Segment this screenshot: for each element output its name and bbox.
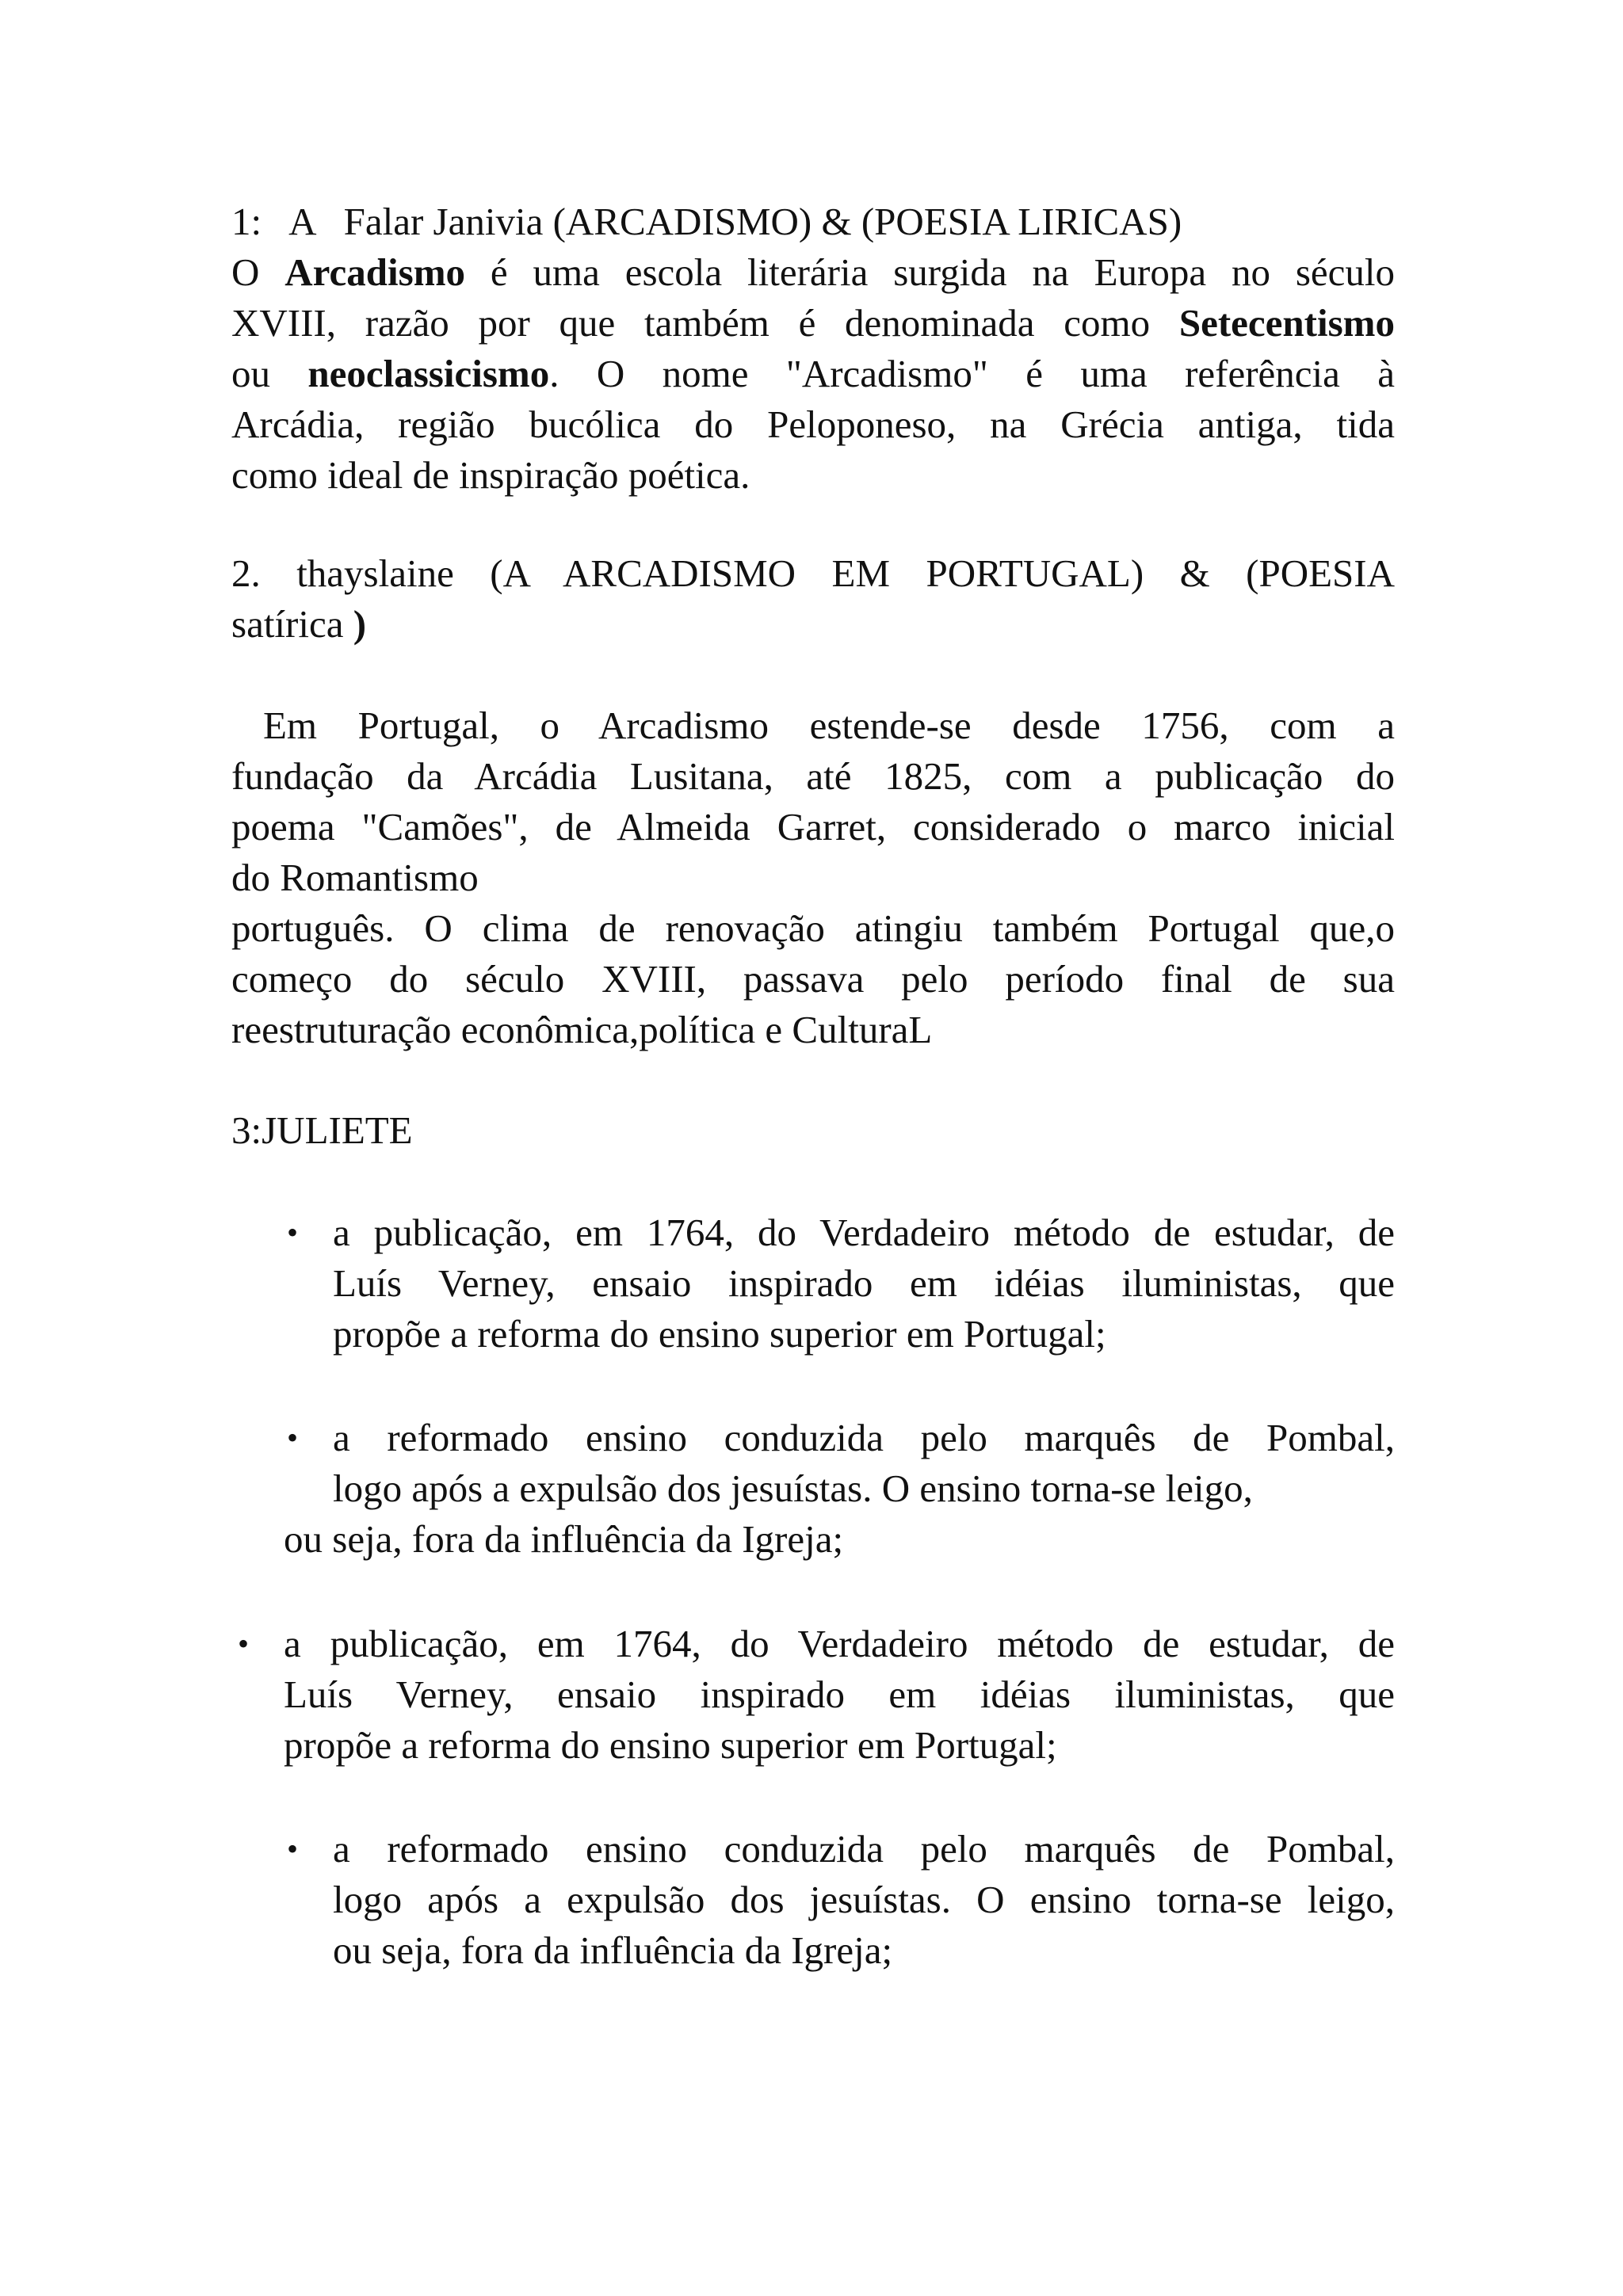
text-fragment: . O nome "Arcadismo" é uma referência à (549, 352, 1396, 395)
section-2-line-5: português. O clima de renovação atingiu também Portugal que,o (231, 906, 1395, 950)
section-1-line-5: como ideal de inspiração poética. (231, 453, 750, 497)
section-2-heading (231, 548, 1395, 650)
term-arcadismo: Arcadismo (285, 250, 466, 294)
bullet-2-line-2: logo após a expulsão dos jesuístas. O ensino torna-se leigo, (333, 1466, 1253, 1510)
bullet-1-line-1: a publicação, em 1764, do Verdadeiro método de estudar, de (333, 1211, 1395, 1254)
section-2-line-7: reestruturação econômica,política e CulturaL (231, 1008, 933, 1051)
text-fragment: satírica (231, 602, 353, 646)
section-2-line-6: começo do século XVIII, passava pelo período final de sua (231, 957, 1395, 1001)
text-fragment: é uma escola literária surgida na Europa no século (465, 250, 1395, 294)
bullet-dot: • (287, 1215, 299, 1250)
bullet-4-line-1: a reformado ensino conduzida pelo marquês de Pombal, (333, 1827, 1395, 1871)
section-2-line-2: fundação da Arcádia Lusitana, até 1825, com a publicação do (231, 754, 1395, 798)
bullet-item-1 (333, 1207, 1395, 1360)
bullet-dot: • (287, 1420, 299, 1455)
section-2-heading-line-1: 2. thayslaine (A ARCADISMO EM PORTUGAL) & (POESIA (231, 551, 1395, 595)
bullet-1-line-3: propõe a reforma do ensino superior em Portugal; (333, 1312, 1106, 1356)
bullet-item-2 (284, 1413, 1395, 1565)
text-fragment: XVIII, razão por que também é denominada como (231, 301, 1179, 345)
section-1-line-1 (231, 247, 1395, 298)
section-2-body (231, 700, 1395, 1055)
bullet-2-line-1: a reformado ensino conduzida pelo marquês de Pombal, (333, 1416, 1395, 1459)
bullet-dot: • (238, 1626, 250, 1661)
bullet-2-line-3: ou seja, fora da influência da Igreja; (284, 1517, 844, 1561)
bullet-3-line-2: Luís Verney, ensaio inspirado em idéias iluministas, que (284, 1672, 1395, 1716)
bullet-4-line-3: ou seja, fora da influência da Igreja; (333, 1928, 893, 1972)
term-setecentismo: Setecentismo (1178, 301, 1395, 345)
bullet-3-line-1: a publicação, em 1764, do Verdadeiro método de estudar, de (284, 1622, 1395, 1665)
section-2-heading-line-2 (231, 599, 1395, 650)
section-1-heading: 1: A Falar Janivia (ARCADISMO) & (POESIA LIRICAS) (231, 200, 1182, 243)
bullet-item-4 (333, 1824, 1395, 1976)
bullet-item-3 (284, 1619, 1395, 1771)
section-1-line-3 (231, 349, 1395, 399)
text-ou: ou (231, 352, 308, 395)
section-1 (231, 196, 1395, 501)
bullet-dot: • (287, 1831, 299, 1867)
section-1-line-2 (231, 298, 1395, 349)
bullet-1-line-2: Luís Verney, ensaio inspirado em idéias iluministas, que (333, 1261, 1395, 1305)
bullet-4-line-2: logo após a expulsão dos jesuístas. O ensino torna-se leigo, (333, 1878, 1395, 1921)
section-3-heading: 3:JULIETE (231, 1108, 413, 1152)
term-neoclassicismo: neoclassicismo (307, 352, 550, 395)
closing-paren: ) (353, 602, 367, 646)
section-1-line-4: Arcádia, região bucólica do Peloponeso, na Grécia antiga, tida (231, 402, 1395, 446)
section-2-line-1: Em Portugal, o Arcadismo estende-se desde 1756, com a (263, 704, 1395, 747)
section-2-line-4: do Romantismo (231, 856, 479, 899)
bullet-3-line-3: propõe a reforma do ensino superior em Portugal; (284, 1723, 1057, 1767)
text-o: O (231, 250, 285, 294)
section-2-line-3: poema "Camões", de Almeida Garret, considerado o marco inicial (231, 805, 1395, 849)
